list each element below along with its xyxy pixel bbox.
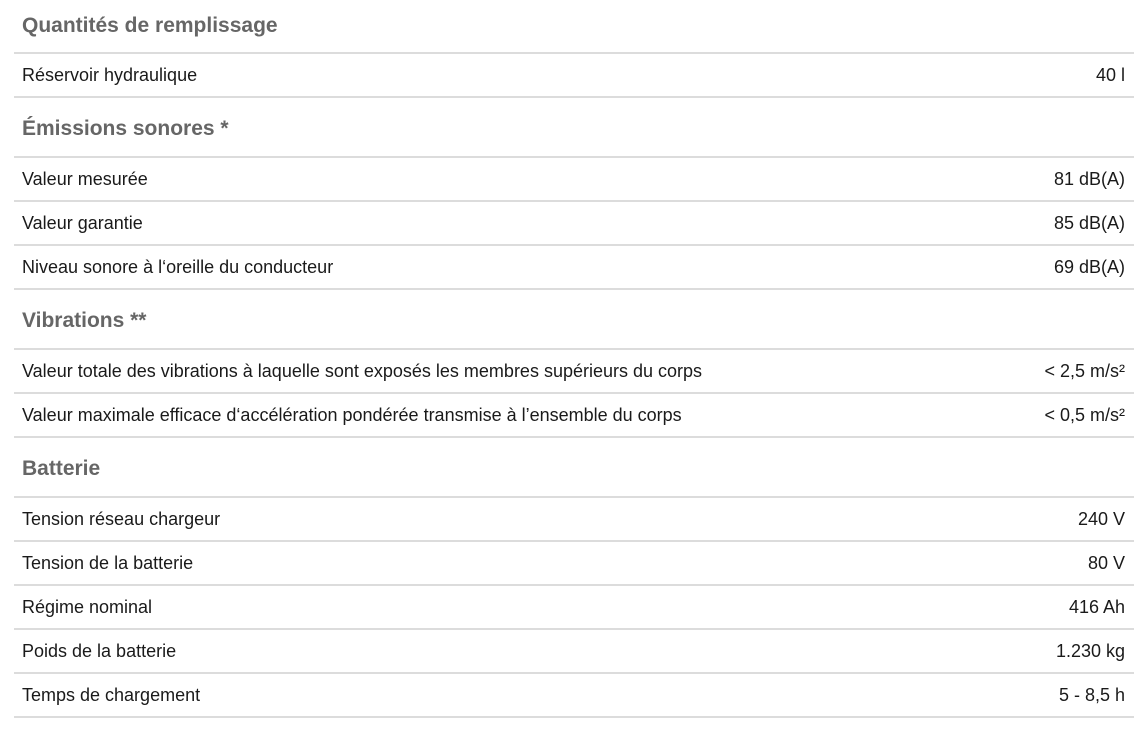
spec-label: Régime nominal — [22, 596, 153, 617]
spec-value: 416 Ah — [1068, 596, 1125, 617]
spec-value: 40 l — [1095, 64, 1125, 85]
spec-label: Niveau sonore à l‘oreille du conducteur — [22, 256, 334, 277]
spec-row — [14, 630, 1134, 674]
spec-row — [14, 394, 1134, 438]
spec-value: < 2,5 m/s² — [1044, 360, 1125, 381]
spec-value: < 0,5 m/s² — [1044, 404, 1125, 425]
spec-row — [14, 586, 1134, 630]
spec-label: Réservoir hydraulique — [22, 64, 198, 85]
section-battery — [14, 438, 1134, 718]
spec-row — [14, 542, 1134, 586]
section-vibrations — [14, 290, 1134, 438]
section-heading: Quantités de remplissage — [14, 0, 1134, 54]
spec-label: Poids de la batterie — [22, 640, 177, 661]
spec-label: Tension réseau chargeur — [22, 508, 221, 529]
spec-label: Temps de chargement — [22, 684, 201, 705]
spec-value: 5 - 8,5 h — [1058, 684, 1125, 705]
spec-label: Valeur mesurée — [22, 168, 148, 189]
spec-value: 80 V — [1087, 552, 1125, 573]
spec-row — [14, 674, 1134, 718]
spec-row — [14, 498, 1134, 542]
section-heading: Vibrations ** — [14, 290, 1134, 350]
spec-table — [14, 0, 1134, 718]
spec-row — [14, 202, 1134, 246]
section-noise-emissions — [14, 98, 1134, 290]
spec-row — [14, 246, 1134, 290]
spec-value: 85 dB(A) — [1053, 212, 1125, 233]
spec-value: 81 dB(A) — [1053, 168, 1125, 189]
spec-row — [14, 350, 1134, 394]
spec-row — [14, 54, 1134, 98]
section-heading: Émissions sonores * — [14, 98, 1134, 158]
spec-label: Valeur totale des vibrations à laquelle sont exposés les membres supérieurs du corps — [22, 360, 703, 381]
section-filling-quantities — [14, 0, 1134, 98]
spec-label: Valeur garantie — [22, 212, 143, 233]
spec-value: 1.230 kg — [1055, 640, 1125, 661]
spec-label: Valeur maximale efficace d‘accélération pondérée transmise à l’ensemble du corps — [22, 404, 682, 425]
spec-row — [14, 158, 1134, 202]
section-heading: Batterie — [14, 438, 1134, 498]
spec-value: 69 dB(A) — [1053, 256, 1125, 277]
spec-label: Tension de la batterie — [22, 552, 194, 573]
spec-value: 240 V — [1077, 508, 1125, 529]
